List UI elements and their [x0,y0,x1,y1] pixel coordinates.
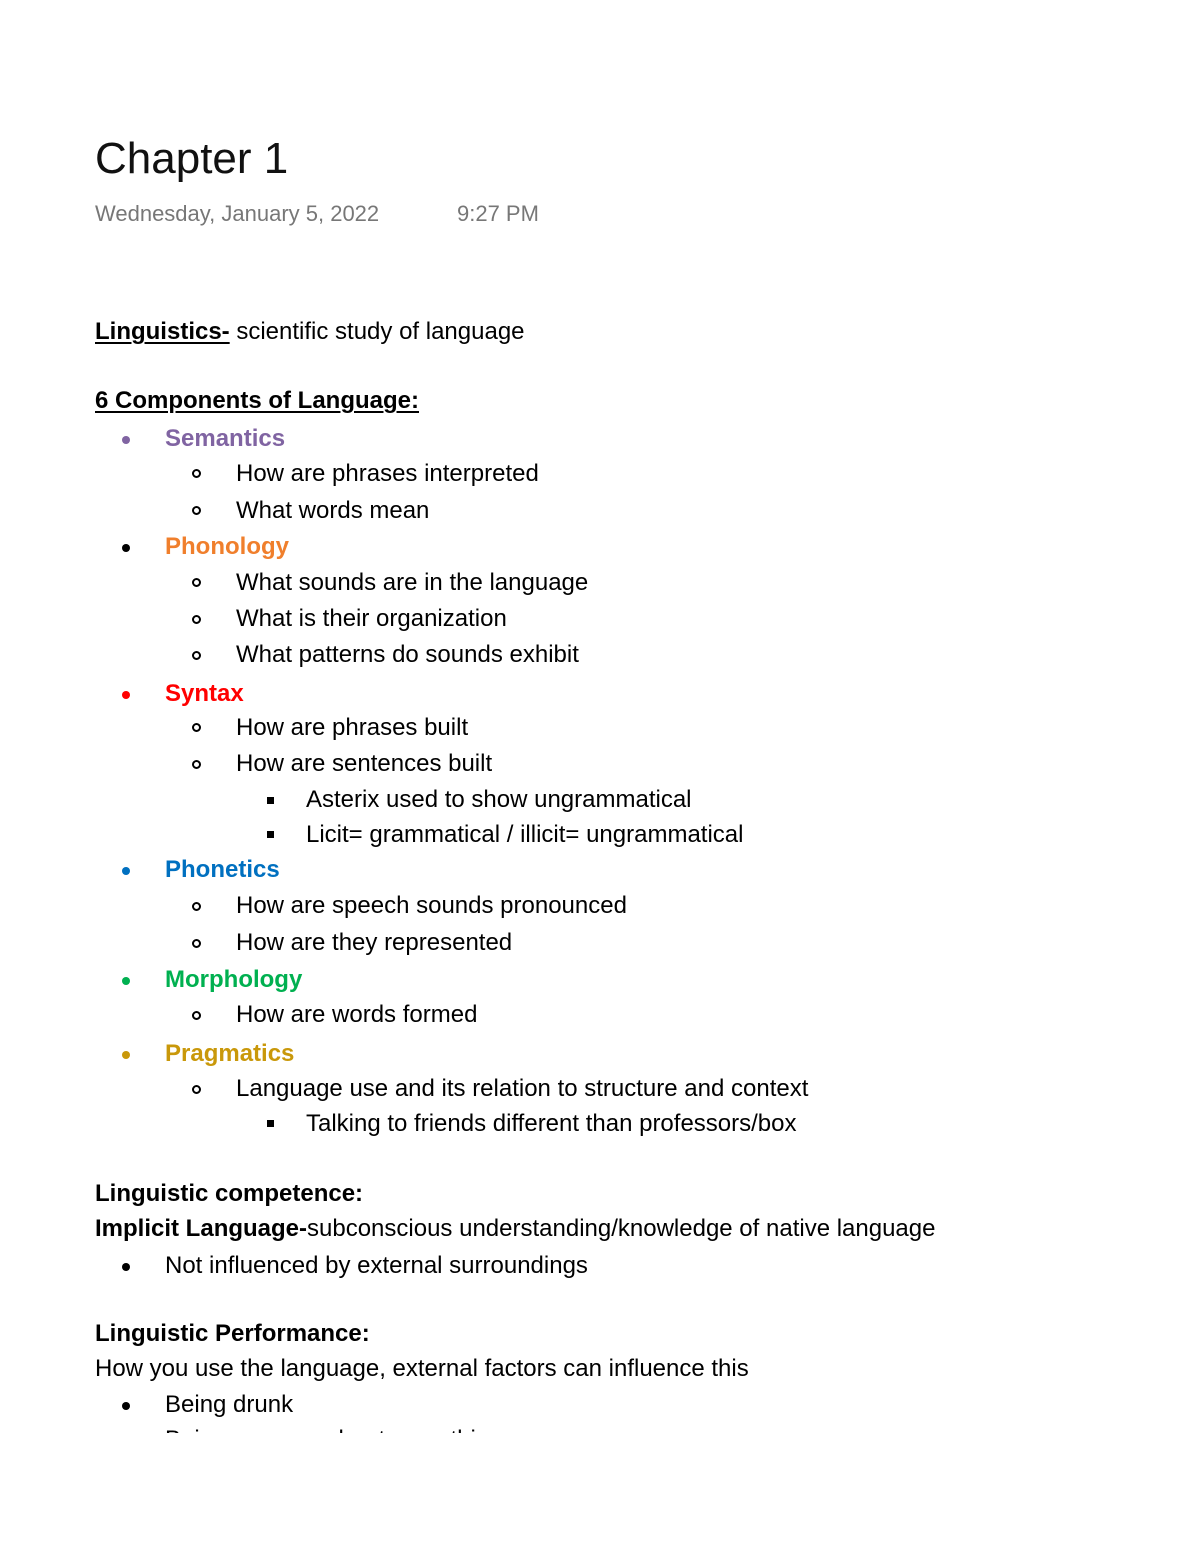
bullet-icon [122,436,130,444]
component-semantics: Semantics [165,425,286,452]
bullet-icon [122,1402,130,1410]
circle-bullet-icon [192,723,201,732]
list-item: How are they represented [236,929,513,956]
list-item: Not influenced by external surroundings [165,1252,588,1279]
circle-bullet-icon [192,615,201,624]
implicit-language-text: subconscious understanding/knowledge of native language [307,1215,936,1242]
square-bullet-icon [267,831,274,838]
linguistics-term: Linguistics- [95,318,230,345]
competence-heading: Linguistic competence: [95,1180,364,1207]
bullet-icon [122,1051,130,1059]
circle-bullet-icon [192,1085,201,1094]
performance-heading: Linguistic Performance: [95,1320,370,1347]
bullet-icon [122,1263,130,1271]
components-heading: 6 Components of Language: [95,387,419,414]
circle-bullet-icon [192,902,201,911]
list-item: How are phrases built [236,714,469,741]
component-morphology: Morphology [165,966,303,993]
linguistics-text: scientific study of language [229,318,525,345]
list-subitem: Asterix used to show ungrammatical [306,786,692,813]
list-item: How are speech sounds pronounced [236,892,627,919]
square-bullet-icon [267,1120,274,1127]
component-phonology: Phonology [165,533,289,560]
list-subitem: Licit= grammatical / illicit= ungrammatical [306,821,744,848]
list-item: What is their organization [236,605,507,632]
list-subitem: Talking to friends different than professors/box [306,1110,797,1137]
circle-bullet-icon [192,469,201,478]
linguistics-definition [95,317,525,347]
implicit-language-term: Implicit Language- [95,1215,308,1242]
list-item: Being drunk [165,1391,294,1418]
circle-bullet-icon [192,760,201,769]
list-item: What patterns do sounds exhibit [236,641,579,668]
circle-bullet-icon [192,578,201,587]
component-pragmatics: Pragmatics [165,1040,295,1067]
circle-bullet-icon [192,651,201,660]
page-title: Chapter 1 [95,134,289,183]
component-syntax: Syntax [165,680,244,707]
list-item: How are words formed [236,1001,478,1028]
list-item: How are sentences built [236,750,493,777]
implicit-language-definition [95,1214,935,1244]
bullet-icon [122,867,130,875]
performance-text: How you use the language, external factors can influence this [95,1355,749,1382]
list-item: What words mean [236,497,430,524]
bullet-icon [122,691,130,699]
list-item: What sounds are in the language [236,569,589,596]
square-bullet-icon [267,797,274,804]
circle-bullet-icon [192,506,201,515]
circle-bullet-icon [192,1011,201,1020]
list-item: How are phrases interpreted [236,460,539,487]
list-item: Language use and its relation to structure and context [236,1075,809,1102]
circle-bullet-icon [192,939,201,948]
page-date: Wednesday, January 5, 2022 [95,201,380,226]
page-time: 9:27 PM [457,201,539,226]
page-clip [0,1433,1200,1553]
bullet-icon [122,977,130,985]
bullet-icon [122,544,130,552]
component-phonetics: Phonetics [165,856,280,883]
